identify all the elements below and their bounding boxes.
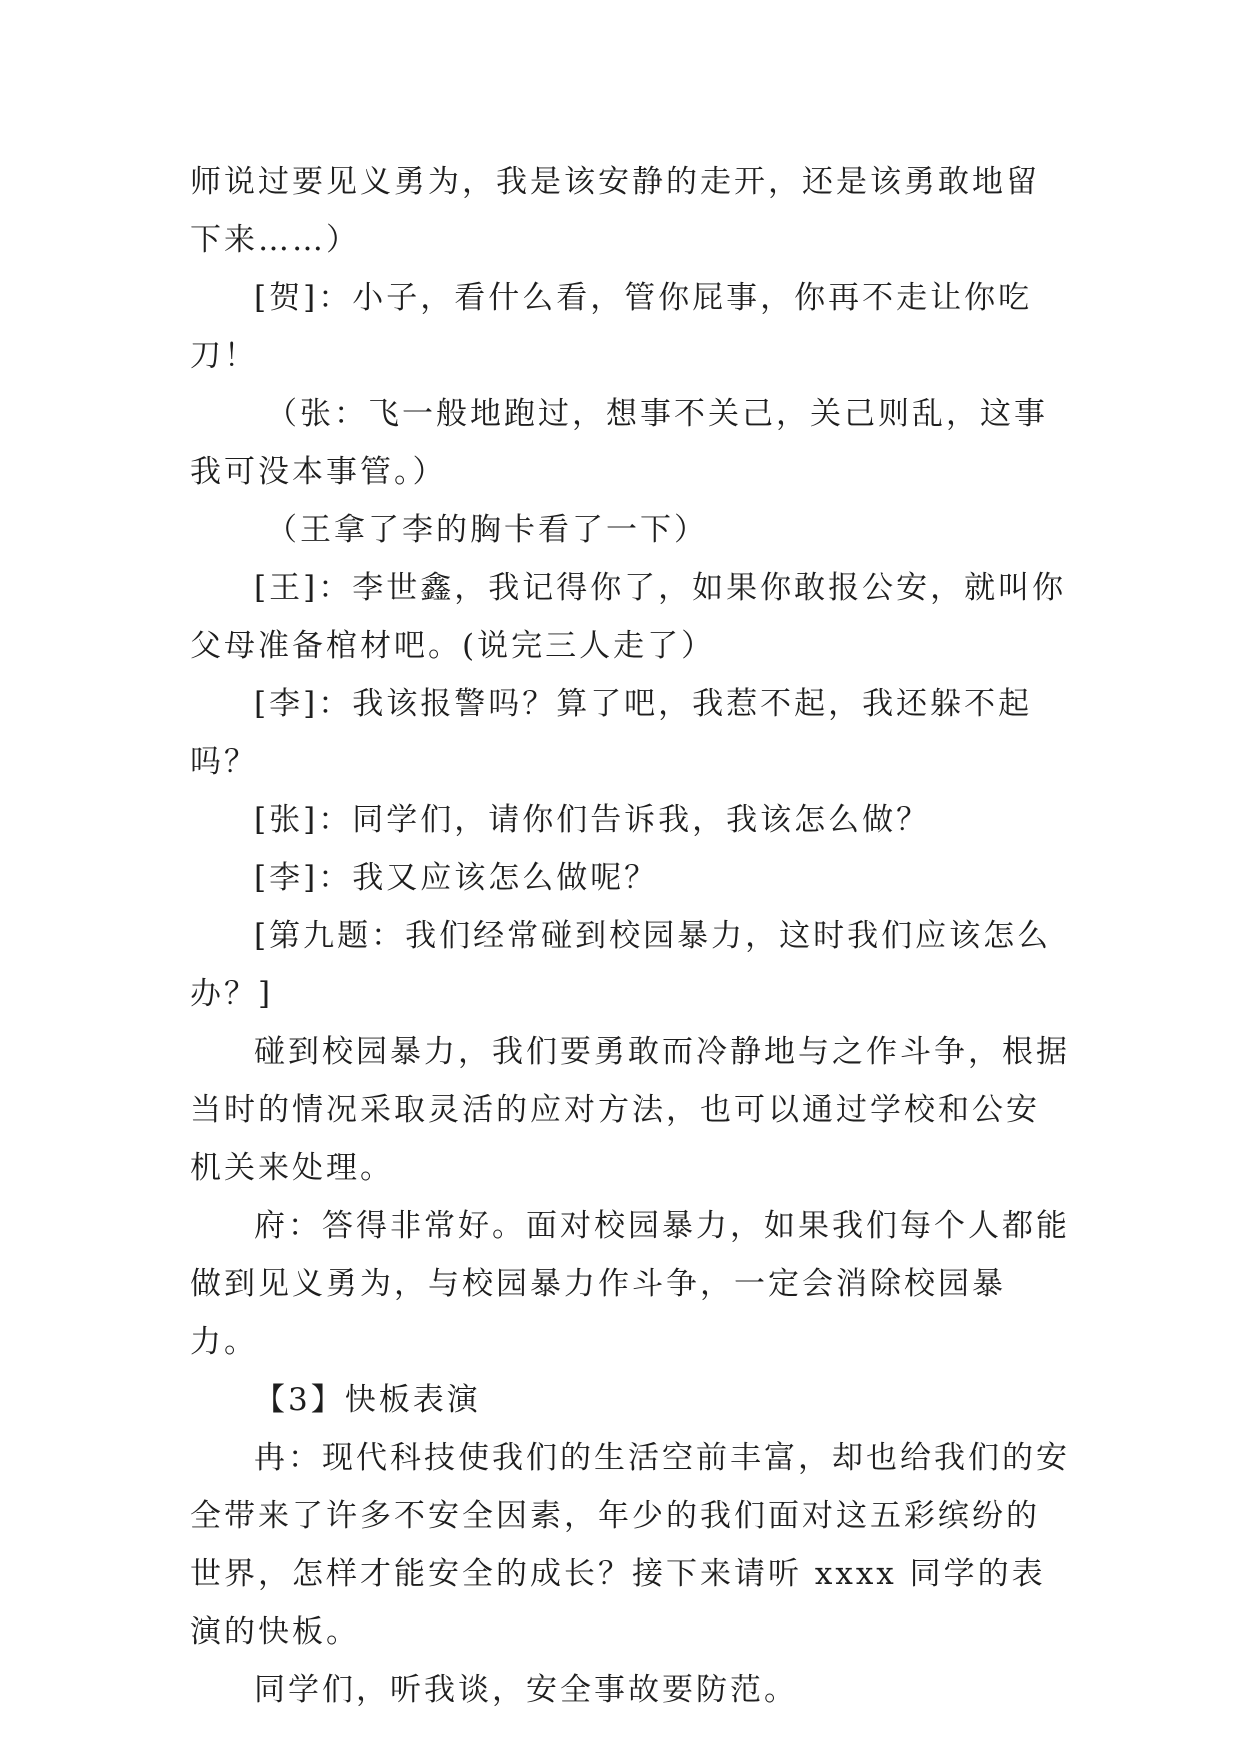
dialogue-line-he: [贺]：小子，看什么看，管你屁事，你再不走让你吃刀！ xyxy=(190,280,1033,374)
dialogue-line-zhang: [张]：同学们，请你们告诉我，我该怎么做？ xyxy=(254,802,931,838)
paragraph-continuation: 师说过要见义勇为，我是该安静的走开，还是该勇敢地留下来……） xyxy=(190,164,1040,258)
dialogue-line-wang: [王]：李世鑫，我记得你了，如果你敢报公安，就叫你父母准备棺材吧。(说完三人走了） xyxy=(190,570,1067,664)
host-introduction: 冉：现代科技使我们的生活空前丰富，却也给我们的安全带来了许多不安全因素，年少的我们面对这五彩缤纷的世界，怎样才能安全的成长？接下来请听 xxxx 同学的表演的快板。 xyxy=(190,1440,1070,1650)
document-body xyxy=(190,153,1070,1719)
answer-paragraph: 碰到校园暴力，我们要勇敢而冷静地与之作斗争，根据当时的情况采取灵活的应对方法，也可以通过学校和公安机关来处理。 xyxy=(190,1034,1070,1186)
section-heading: 【3】快板表演 xyxy=(254,1382,481,1418)
dialogue-line-li-2: [李]：我又应该怎么做呢？ xyxy=(254,860,659,896)
stage-direction-zhang: （张：飞一般地跑过，想事不关己，关己则乱，这事我可没本事管。） xyxy=(190,396,1048,490)
kuaiban-opening-line: 同学们，听我谈，安全事故要防范。 xyxy=(254,1672,798,1708)
host-comment: 府：答得非常好。面对校园暴力，如果我们每个人都能做到见义勇为，与校园暴力作斗争，一定会消除校园暴力。 xyxy=(190,1208,1070,1360)
stage-direction-wang: （王拿了李的胸卡看了一下） xyxy=(266,512,708,548)
question-nine: [第九题：我们经常碰到校园暴力，这时我们应该怎么办？] xyxy=(190,918,1052,1012)
dialogue-line-li: [李]：我该报警吗？算了吧，我惹不起，我还躲不起吗？ xyxy=(190,686,1033,780)
